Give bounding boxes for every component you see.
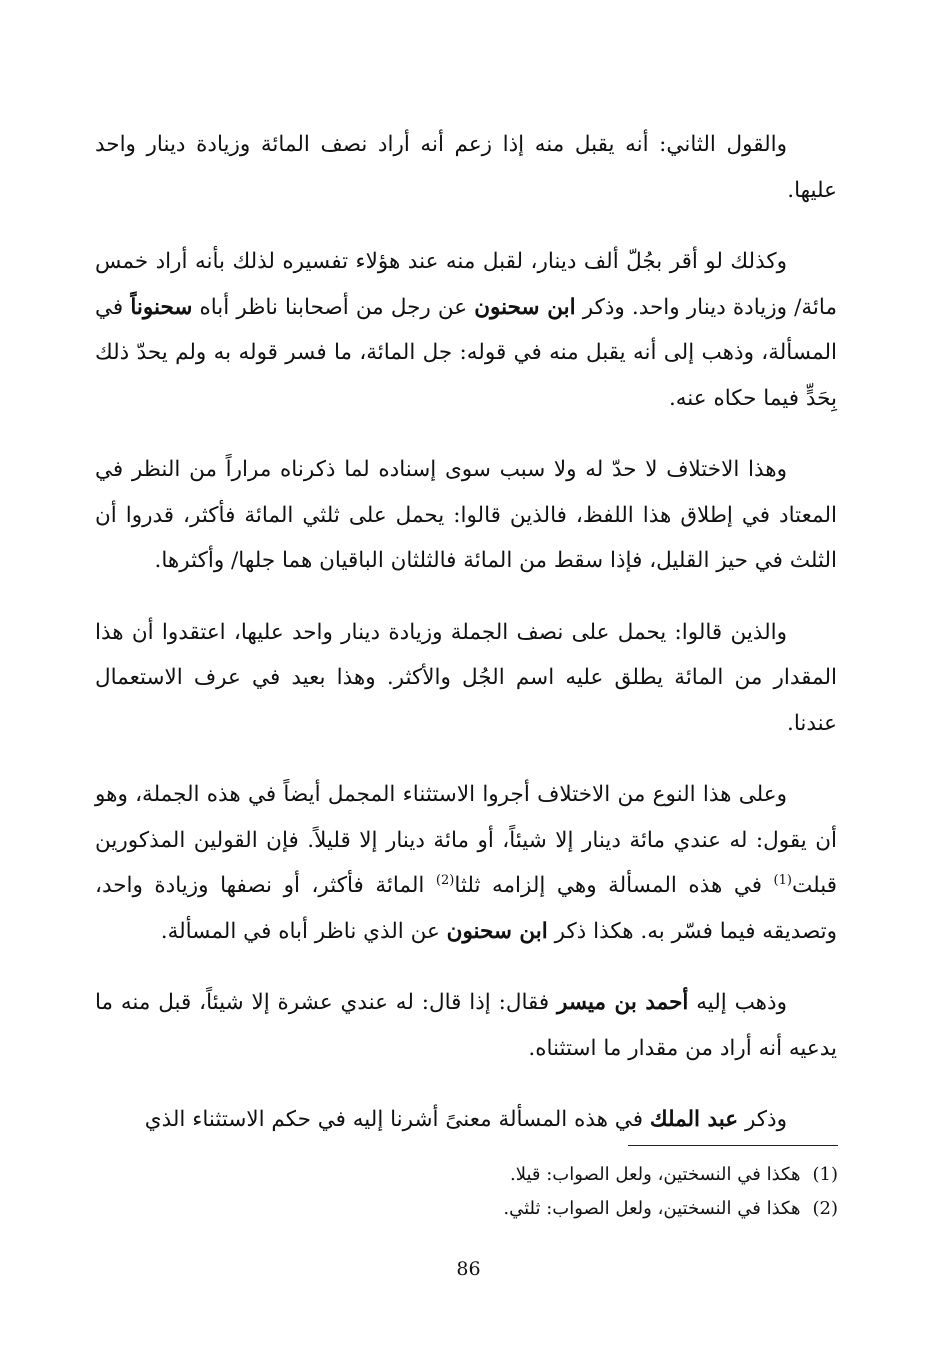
footnote-number: (1) [812,1164,838,1185]
text-segment: في المسألة، وذهب إلى أنه يقبل منه في قوله: جل المائة، ما فسر قوله به ولم يحدّ ذلك بِحَدٍّ فيما حكاه عنه. [95,294,837,411]
footnote [300,1158,838,1192]
name-emphasis: أحمد بن ميسر [557,990,689,1015]
page-number: 86 [456,1258,481,1280]
footnote-text: هكذا في النسختين، ولعل الصواب: ثلثي. [503,1198,801,1219]
text-segment: وذكر [738,1107,787,1132]
footnote-reference: (1) [773,872,792,888]
text-segment: وعلى هذا النوع من الاختلاف أجروا الاستثناء المجمل أيضاً في هذه الجملة، وهو أن يقول: له عندي مائة دينار إلا شيئاً، أو مائة دينار إلا قليلاً. فإن القولين المذكورين قبلت [95,782,837,898]
text-segment: والذين قالوا: يحمل على نصف الجملة وزيادة دينار واحد عليها، اعتقدوا أن هذا المقدار من المائة يطلق عليه اسم الجُل والأكثر. وهذا بعيد في عرف الاستعمال عندنا. [95,619,837,736]
paragraph [95,610,837,747]
footnote [300,1192,838,1226]
text-segment: والقول الثاني: أنه يقبل منه إذا زعم أنه أراد نصف المائة وزيادة دينار واحد عليها. [95,132,837,203]
name-emphasis: سحنوناً [130,294,193,320]
text-segment: عن الذي ناظر أباه في المسألة. [160,918,447,944]
text-segment: فقال: إذا قال: له عندي عشرة إلا شيئاً، قبل منه ما يدعيه أنه أراد من مقدار ما استثناه. [95,990,837,1061]
text-segment: وذهب إليه [688,990,787,1015]
footnote-number: (2) [812,1198,838,1219]
text-segment: عن رجل من أصحابنا ناظر أباه [192,294,475,320]
main-text [95,122,837,1143]
footnote-text: هكذا في النسختين، ولعل الصواب: قيلا. [510,1164,801,1185]
text-segment: في هذه المسألة وهي إلزامه ثلثا [454,873,774,898]
text-segment: وكذلك لو أقر بجُلّ ألف دينار، لقبل منه عند هؤلاء تفسيره لذلك بأنه أراد خمس مائة/ وزيادة دينار واحد. وذكر [95,249,837,320]
paragraph [95,447,837,584]
footnotes [300,1158,838,1226]
name-emphasis: عبد الملك [649,1107,739,1132]
text-segment: في هذه المسألة معنىً أشرنا إليه في حكم الاستثناء الذي [144,1107,650,1132]
paragraph [95,122,837,213]
paragraph [95,1097,837,1143]
text-segment: المائة فأكثر، أو نصفها وزيادة واحد، وتصديقه فيما فسّر به. هكذا ذكر [95,873,837,944]
name-emphasis: ابن سحنون [474,294,576,320]
name-emphasis: ابن سحنون [446,918,548,944]
paragraph [95,980,837,1071]
footnote-divider [628,1145,838,1146]
paragraph [95,239,837,421]
footnote-reference: (2) [435,872,455,888]
paragraph [95,772,837,954]
text-segment: وهذا الاختلاف لا حدّ له ولا سبب سوى إسناده لما ذكرناه مراراً من النظر في المعتاد في إطلاق هذا اللفظ، فالذين قالوا: يحمل على ثلثي المائة فأكثر، قدروا أن الثلث في حيز القليل، فإذا سقط من المائة فالثلثان الباقيان هما جلها/ وأكثرها. [95,457,837,573]
